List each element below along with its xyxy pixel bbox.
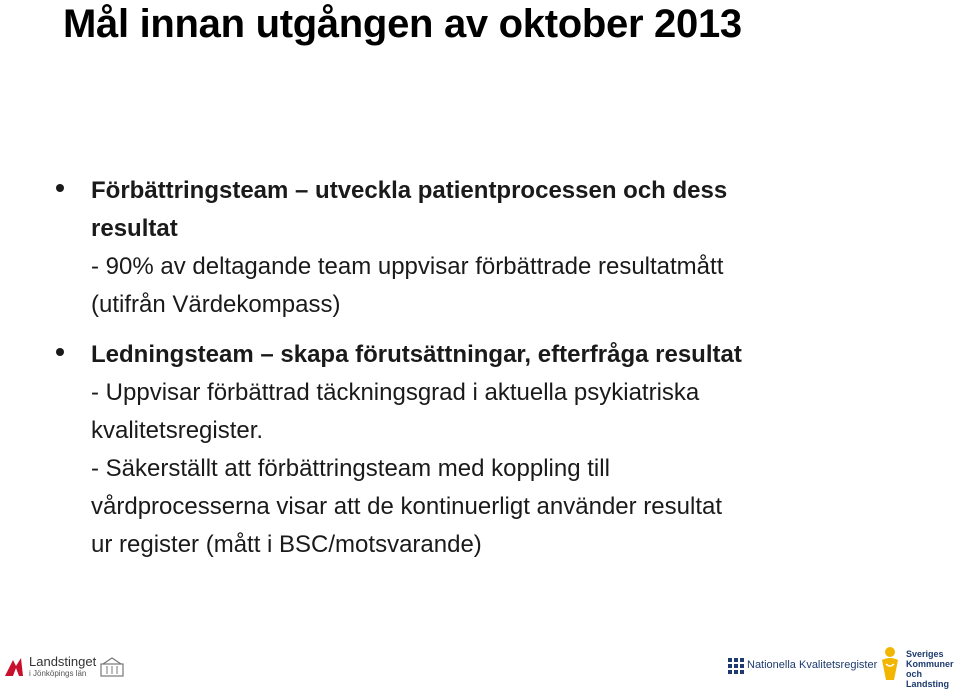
bullet-item-2 <box>56 336 936 564</box>
skl-logo-line: Sveriges <box>906 649 944 659</box>
bullet-dot <box>56 348 64 356</box>
bullet-1-heading-line: resultat <box>91 215 178 242</box>
landstinget-logo <box>3 652 133 682</box>
nationella-kvalitetsregister-logo-text: Nationella Kvalitetsregister <box>747 659 878 671</box>
bullet-2-body-line: - Säkerställt att förbättringsteam med koppling till <box>91 455 610 482</box>
bullet-2-heading-line: Ledningsteam – skapa förutsättningar, efterfråga resultat <box>91 341 742 368</box>
bullet-2-body-line: ur register (mått i BSC/motsvarande) <box>91 531 482 558</box>
skl-person-icon <box>876 646 904 682</box>
bullet-dot <box>56 184 64 192</box>
footer-partner-logos <box>728 646 960 689</box>
skl-logo-text <box>906 649 960 689</box>
bullet-2-body-line: vårdprocesserna visar att de kontinuerligt använder resultat <box>91 493 723 520</box>
slide-content <box>56 172 936 564</box>
slide-title: Mål innan utgången av oktober 2013 <box>63 2 742 46</box>
bullet-2-body-line: kvalitetsregister. <box>91 417 264 444</box>
bullet-item-1 <box>56 172 936 324</box>
nationella-kvalitetsregister-grid-icon <box>728 658 744 674</box>
bullet-1-heading-line: Förbättringsteam – utveckla patientprocessen och dess <box>91 177 728 204</box>
bullet-1-body-line: - 90% av deltagande team uppvisar förbättrade resultatmått <box>91 253 724 280</box>
skl-logo-line: och Landsting <box>906 669 949 689</box>
skl-logo-line: Kommuner <box>906 659 954 669</box>
landstinget-logo-name: Landstinget <box>29 654 97 669</box>
crest-icon <box>99 656 125 678</box>
landstinget-logo-sub: i Jönköpings län <box>29 669 87 678</box>
landstinget-logo-mark <box>3 656 25 678</box>
bullet-2-body-line: - Uppvisar förbättrad täckningsgrad i aktuella psykiatriska <box>91 379 700 406</box>
bullet-1-body-line: (utifrån Värdekompass) <box>91 291 341 318</box>
